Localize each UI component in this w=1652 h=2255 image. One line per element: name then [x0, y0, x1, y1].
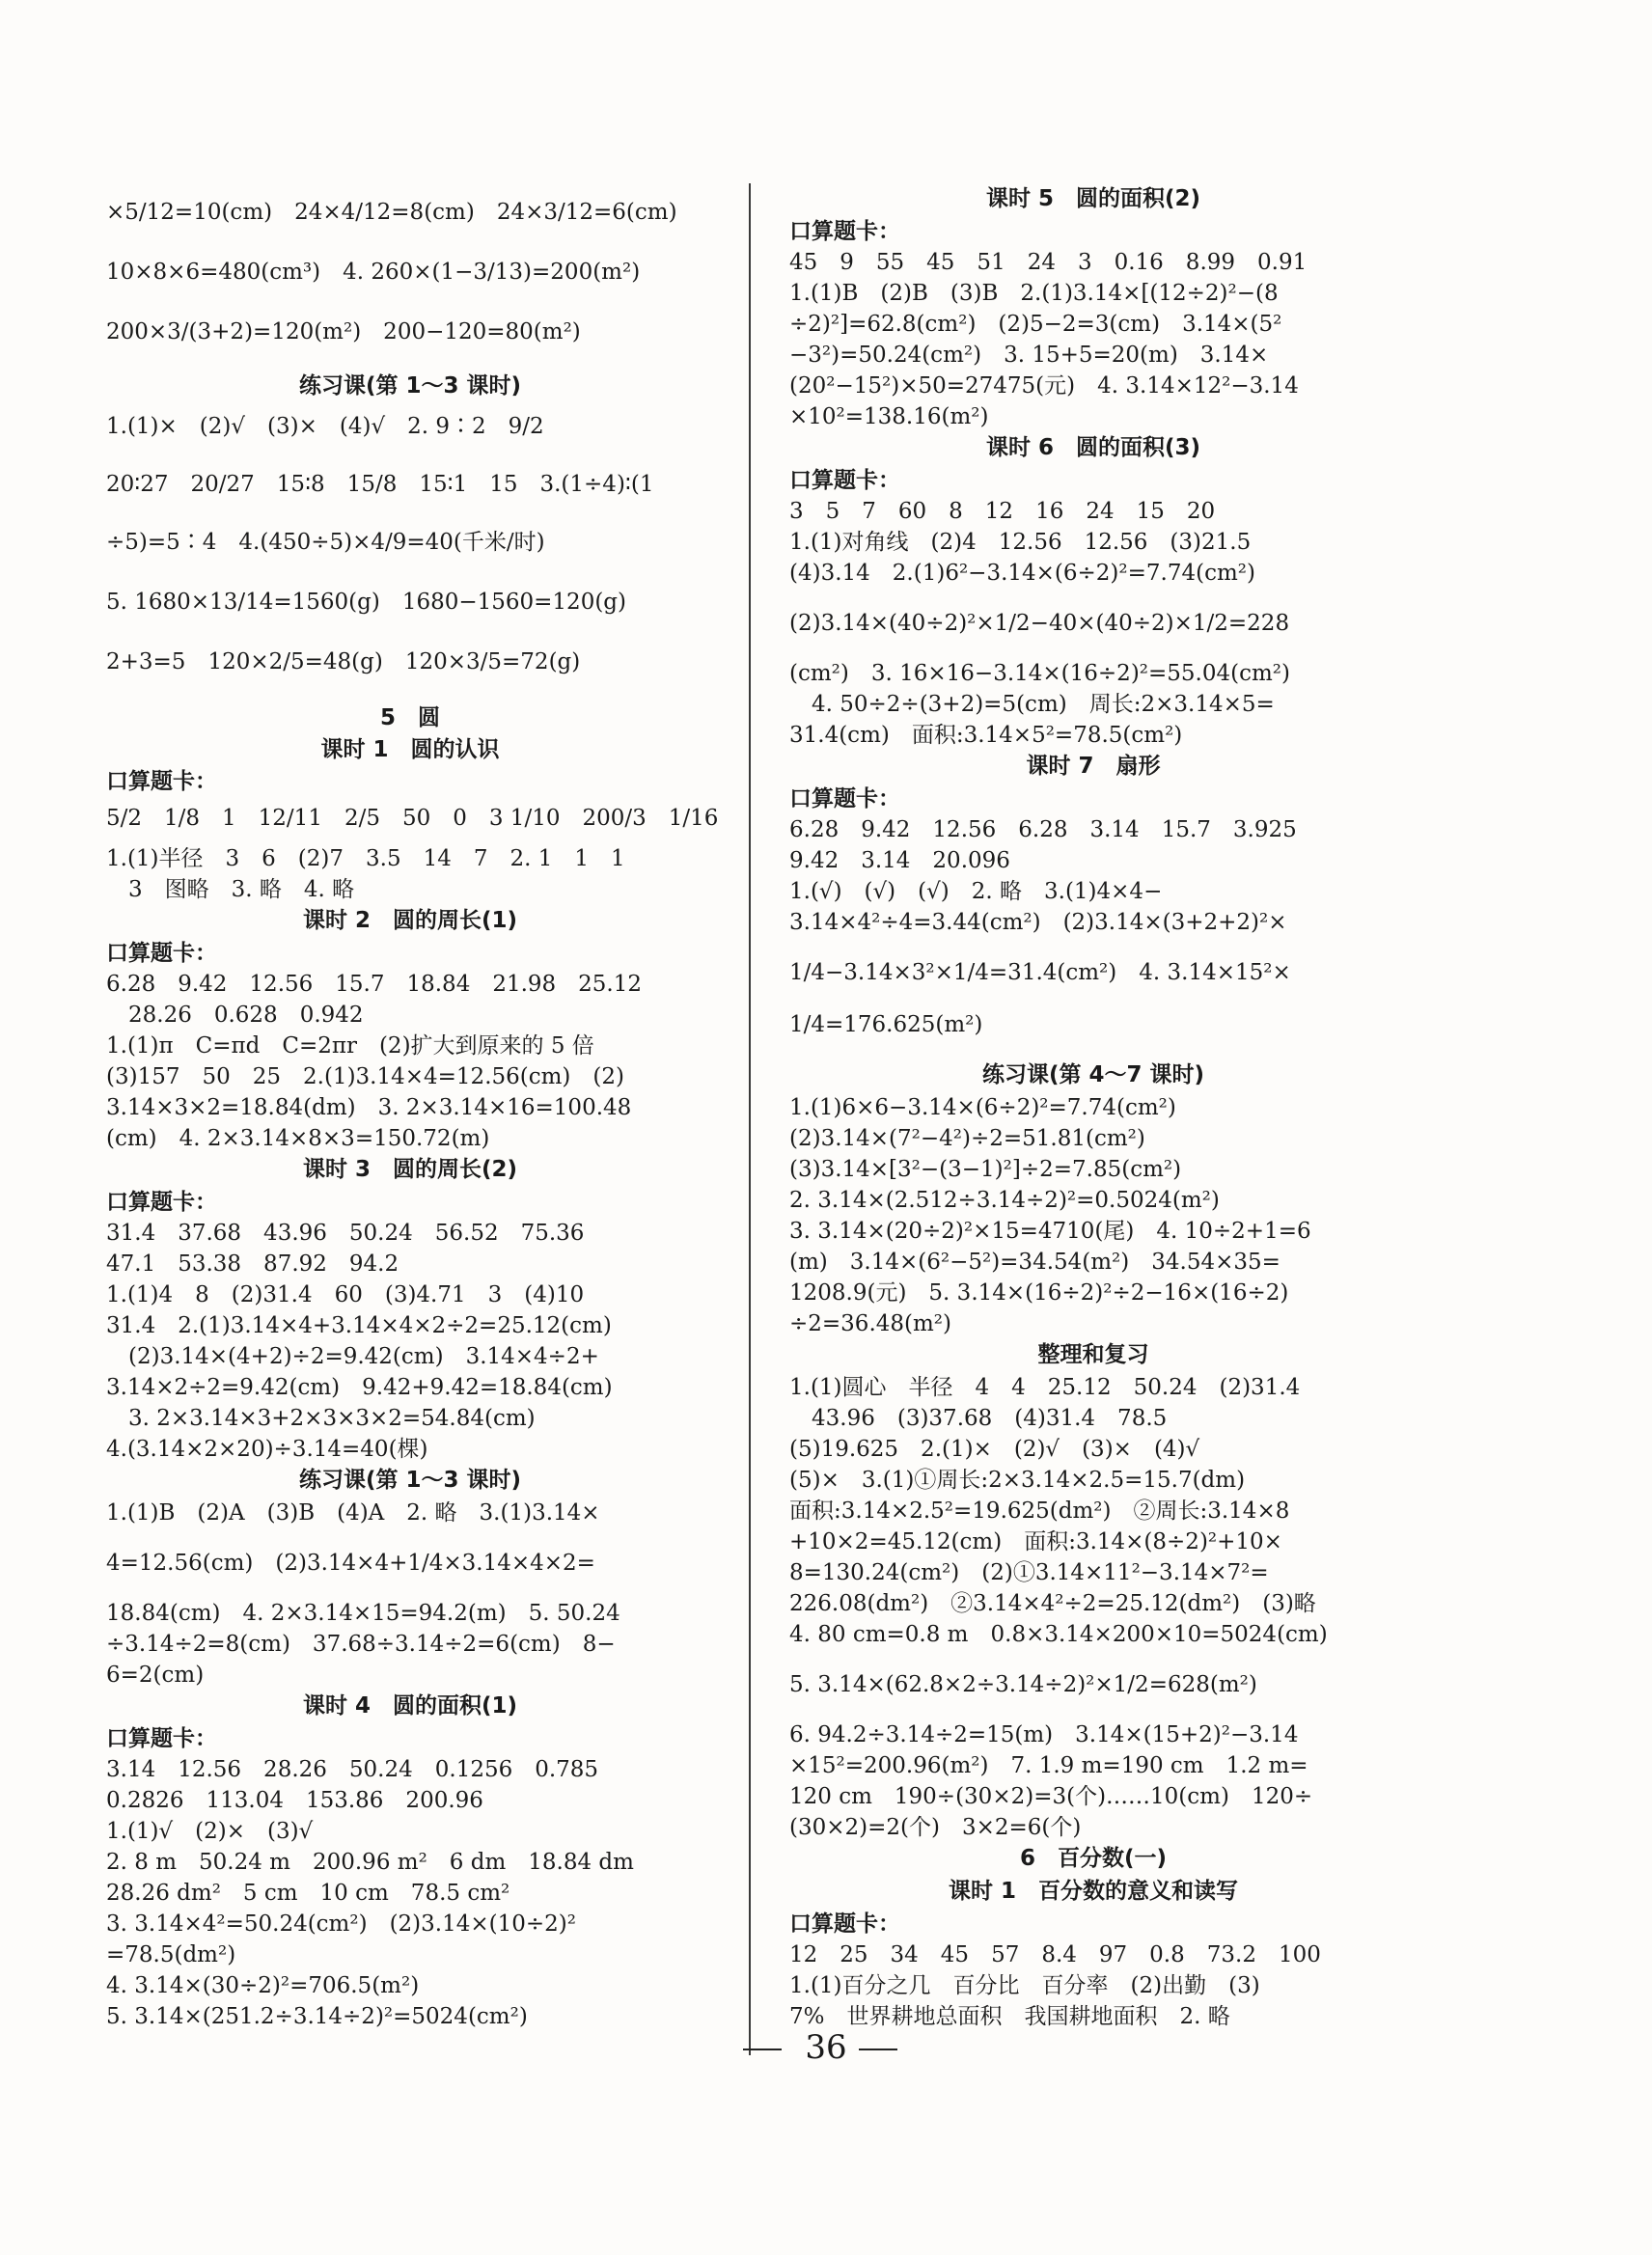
answer-line: (20²−15²)×50=27475(元) 4. 3.14×12²−3.14: [789, 373, 1299, 399]
answer-line: 1.(1)圆心 半径 4 4 25.12 50.24 (2)31.4: [789, 1375, 1301, 1400]
answer-line: 28.26 0.628 0.942: [106, 1003, 364, 1028]
subsection-label: 口算题卡：: [106, 941, 217, 966]
answer-line: (cm) 4. 2×3.14×8×3=150.72(m): [106, 1126, 490, 1151]
answer-line: (m) 3.14×(6²−5²)=34.54(m²) 34.54×35=: [789, 1250, 1280, 1275]
answer-line: 3.14×4²÷4=3.44(cm²) (2)3.14×(3+2+2)²×: [789, 910, 1287, 935]
answer-line: 1.(1)百分之几 百分比 百分率 (2)出勤 (3): [789, 1973, 1260, 1998]
answer-line: 6=2(cm): [106, 1663, 205, 1688]
answer-line: ÷2=36.48(m²): [789, 1311, 951, 1336]
subsection-label: 口算题卡：: [789, 219, 900, 244]
section-heading: 练习课(第 1～3 课时): [298, 1468, 522, 1493]
answer-line: 3. 2×3.14×3+2×3×3×2=54.84(cm): [106, 1406, 536, 1431]
answer-line: 1.(1)B (2)B (3)B 2.(1)3.14×[(12÷2)²−(8: [789, 281, 1279, 306]
page-number-dash-right: [859, 2049, 897, 2050]
answer-line: 9.42 3.14 20.096: [789, 848, 1010, 873]
answer-line: 1208.9(元) 5. 3.14×(16÷2)²÷2−16×(16÷2): [789, 1280, 1289, 1306]
subsection-label: 口算题卡：: [106, 769, 217, 794]
answer-line: +10×2=45.12(cm) 面积:3.14×(8÷2)²+10×: [789, 1529, 1282, 1554]
answer-line: 5. 1680×13/14=1560(g) 1680−1560=120(g): [106, 590, 626, 615]
answer-line: 226.08(dm²) ②3.14×4²÷2=25.12(dm²) (3)略: [789, 1591, 1316, 1616]
section-heading: 课时 1 圆的认识: [320, 737, 500, 762]
section-heading: 课时 1 百分数的意义和读写: [948, 1879, 1238, 1904]
answer-line: (30×2)=2(个) 3×2=6(个): [789, 1815, 1082, 1840]
column-divider: [749, 183, 751, 2055]
answer-line: 31.4(cm) 面积:3.14×5²=78.5(cm²): [789, 723, 1183, 748]
answer-line: 47.1 53.38 87.92 94.2: [106, 1251, 399, 1277]
answer-line: 1.(1)√ (2)× (3)√: [106, 1819, 314, 1844]
answer-line: 2. 8 m 50.24 m 200.96 m² 6 dm 18.84 dm: [106, 1850, 634, 1875]
answer-line: 4. 3.14×(30÷2)²=706.5(m²): [106, 1973, 420, 1998]
answer-line: (3)3.14×[3²−(3−1)²]÷2=7.85(cm²): [789, 1157, 1182, 1182]
section-heading: 课时 4 圆的面积(1): [302, 1693, 518, 1719]
answer-line: 6.28 9.42 12.56 15.7 18.84 21.98 25.12: [106, 972, 643, 997]
answer-line: 2+3=5 120×2/5=48(g) 120×3/5=72(g): [106, 649, 581, 674]
answer-line: (4)3.14 2.(1)6²−3.14×(6÷2)²=7.74(cm²): [789, 561, 1255, 586]
answer-line: 1.(1)半径 3 6 (2)7 3.5 14 7 2. 1 1 1: [106, 846, 625, 871]
answer-line: (cm²) 3. 16×16−3.14×(16÷2)²=55.04(cm²): [789, 661, 1290, 686]
answer-line: 3.14 12.56 28.26 50.24 0.1256 0.785: [106, 1757, 599, 1782]
answer-line: ÷2)²]=62.8(cm²) (2)5−2=3(cm) 3.14×(5²: [789, 312, 1282, 337]
section-heading: 课时 2 圆的周长(1): [302, 908, 518, 933]
page-number: 36: [805, 2028, 847, 2067]
answer-line: 1.(1)π C=πd C=2πr (2)扩大到原来的 5 倍: [106, 1033, 594, 1059]
answer-line: 1.(1)4 8 (2)31.4 60 (3)4.71 3 (4)10: [106, 1282, 585, 1307]
answer-line: ×15²=200.96(m²) 7. 1.9 m=190 cm 1.2 m=: [789, 1753, 1308, 1778]
section-heading: 课时 7 扇形: [1026, 754, 1161, 779]
answer-line: ÷5)=5∶4 4.(450÷5)×4/9=40(千米/时): [106, 530, 545, 555]
answer-line: −3²)=50.24(cm²) 3. 15+5=20(m) 3.14×: [789, 343, 1269, 368]
answer-line: (2)3.14×(40÷2)²×1/2−40×(40÷2)×1/2=228: [789, 611, 1290, 636]
answer-line: 8=130.24(cm²) (2)①3.14×11²−3.14×7²=: [789, 1560, 1269, 1585]
answer-line: 1.(√) (√) (√) 2. 略 3.(1)4×4−: [789, 879, 1163, 904]
section-heading: 练习课(第 4～7 课时): [981, 1062, 1205, 1087]
answer-line: 1.(1)6×6−3.14×(6÷2)²=7.74(cm²): [789, 1095, 1176, 1120]
answer-line: 7% 世界耕地总面积 我国耕地面积 2. 略: [789, 2004, 1230, 2029]
subsection-label: 口算题卡：: [106, 1190, 217, 1215]
answer-line: 1.(1)B (2)A (3)B (4)A 2. 略 3.(1)3.14×: [106, 1500, 600, 1526]
answer-line: 28.26 dm² 5 cm 10 cm 78.5 cm²: [106, 1881, 510, 1906]
answer-line: 12 25 34 45 57 8.4 97 0.8 73.2 100: [789, 1942, 1321, 1967]
subsection-label: 口算题卡：: [789, 1911, 900, 1937]
answer-line: 5. 3.14×(251.2÷3.14÷2)²=5024(cm²): [106, 2004, 528, 2029]
answer-line: 1.(1)对角线 (2)4 12.56 12.56 (3)21.5: [789, 530, 1252, 555]
answer-line: 3 5 7 60 8 12 16 24 15 20: [789, 499, 1216, 524]
answer-line: 5. 3.14×(62.8×2÷3.14÷2)²×1/2=628(m²): [789, 1672, 1257, 1697]
answer-line: ×5/12=10(cm) 24×4/12=8(cm) 24×3/12=6(cm): [106, 200, 677, 225]
answer-line: (5)19.625 2.(1)× (2)√ (3)× (4)√: [789, 1437, 1200, 1462]
answer-line: ÷3.14÷2=8(cm) 37.68÷3.14÷2=6(cm) 8−: [106, 1632, 616, 1657]
answer-line: 3.14×2÷2=9.42(cm) 9.42+9.42=18.84(cm): [106, 1375, 613, 1400]
answer-line: 3. 3.14×(20÷2)²×15=4710(尾) 4. 10÷2+1=6: [789, 1219, 1311, 1244]
subsection-label: 口算题卡：: [106, 1726, 217, 1751]
answer-line: 2. 3.14×(2.512÷3.14÷2)²=0.5024(m²): [789, 1188, 1220, 1213]
answer-line: 4=12.56(cm) (2)3.14×4+1/4×3.14×4×2=: [106, 1551, 595, 1576]
section-heading: 5 圆: [379, 705, 440, 730]
answer-line: (5)× 3.(1)①周长:2×3.14×2.5=15.7(dm): [789, 1468, 1246, 1493]
answer-line: 10×8×6=480(cm³) 4. 260×(1−3/13)=200(m²): [106, 260, 641, 285]
answer-line: (2)3.14×(7²−4²)÷2=51.81(cm²): [789, 1126, 1145, 1151]
answer-line: (3)157 50 25 2.(1)3.14×4=12.56(cm) (2): [106, 1064, 624, 1089]
answer-line: 6. 94.2÷3.14÷2=15(m) 3.14×(15+2)²−3.14: [789, 1722, 1299, 1747]
answer-line: 31.4 37.68 43.96 50.24 56.52 75.36: [106, 1221, 585, 1246]
answer-line: (2)3.14×(4+2)÷2=9.42(cm) 3.14×4÷2+: [106, 1344, 599, 1369]
answer-line: 3 图略 3. 略 4. 略: [106, 877, 355, 902]
answer-line: 面积:3.14×2.5²=19.625(dm²) ②周长:3.14×8: [789, 1499, 1290, 1524]
answer-line: 3.14×3×2=18.84(dm) 3. 2×3.14×16=100.48: [106, 1095, 632, 1120]
answer-line: 200×3/(3+2)=120(m²) 200−120=80(m²): [106, 319, 581, 344]
answer-line: 43.96 (3)37.68 (4)31.4 78.5: [789, 1406, 1168, 1431]
section-heading: 整理和复习: [1037, 1342, 1149, 1367]
answer-line: 20∶27 20/27 15∶8 15/8 15∶1 15 3.(1÷4)∶(1: [106, 472, 654, 497]
section-heading: 课时 3 圆的周长(2): [302, 1157, 518, 1182]
answer-line: =78.5(dm²): [106, 1942, 236, 1967]
answer-line: 1/4−3.14×3²×1/4=31.4(cm²) 4. 3.14×15²×: [789, 960, 1291, 985]
answer-line: 5/2 1/8 1 12/11 2/5 50 0 3 1/10 200/3 1/16: [106, 806, 719, 831]
answer-line: ×10²=138.16(m²): [789, 404, 989, 429]
answer-line: 6.28 9.42 12.56 6.28 3.14 15.7 3.925: [789, 817, 1297, 842]
answer-line: 1.(1)× (2)√ (3)× (4)√ 2. 9∶2 9/2: [106, 414, 544, 439]
answer-line: 18.84(cm) 4. 2×3.14×15=94.2(m) 5. 50.24: [106, 1601, 620, 1626]
answer-line: 120 cm 190÷(30×2)=3(个)……10(cm) 120÷: [789, 1784, 1313, 1809]
subsection-label: 口算题卡：: [789, 468, 900, 493]
section-heading: 练习课(第 1～3 课时): [298, 373, 522, 399]
answer-line: 31.4 2.(1)3.14×4+3.14×4×2÷2=25.12(cm): [106, 1313, 612, 1338]
section-heading: 课时 6 圆的面积(3): [985, 435, 1201, 460]
answer-line: 4. 80 cm=0.8 m 0.8×3.14×200×10=5024(cm): [789, 1622, 1328, 1647]
answer-line: 3. 3.14×4²=50.24(cm²) (2)3.14×(10÷2)²: [106, 1911, 576, 1937]
section-heading: 6 百分数(一): [1019, 1846, 1168, 1871]
section-heading: 课时 5 圆的面积(2): [985, 186, 1201, 211]
answer-line: 1/4=176.625(m²): [789, 1012, 983, 1037]
answer-line: 4.(3.14×2×20)÷3.14=40(棵): [106, 1437, 428, 1462]
answer-line: 4. 50÷2÷(3+2)=5(cm) 周长:2×3.14×5=: [789, 692, 1275, 717]
answer-line: 45 9 55 45 51 24 3 0.16 8.99 0.91: [789, 250, 1308, 275]
subsection-label: 口算题卡：: [789, 786, 900, 811]
answer-line: 0.2826 113.04 153.86 200.96: [106, 1788, 483, 1813]
